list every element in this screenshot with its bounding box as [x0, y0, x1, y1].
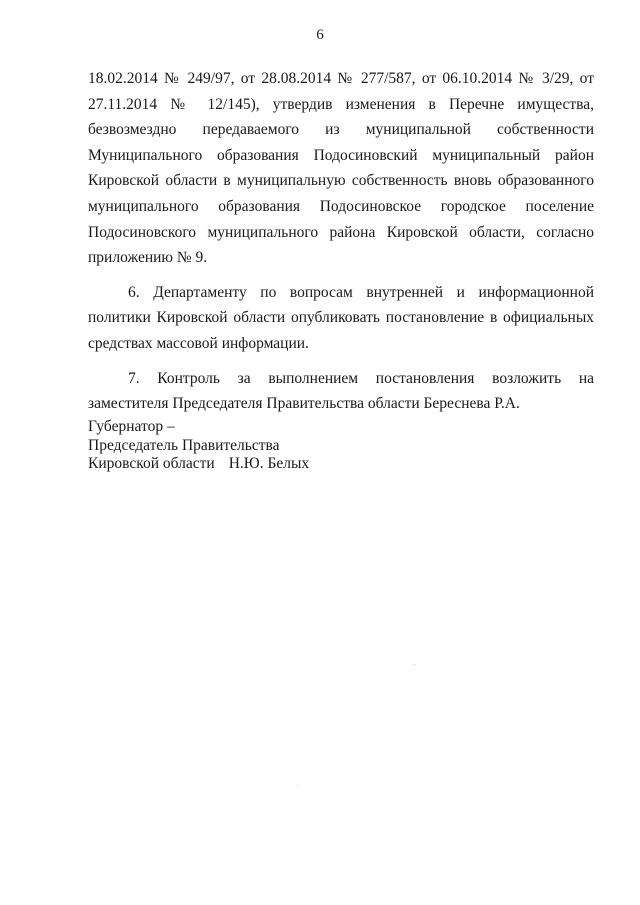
signature-title-line-3	[88, 455, 508, 474]
paragraph-continuation: 18.02.2014 № 249/97, от 28.08.2014 № 277/587, от 06.10.2014 № 3/29, от 27.11.2014 № 12/145), утвердив изменения в Перечне имущества, безвозмездно передаваемого из муниципальной собственности Муниципального образования Подосиновский муниципальный район Кировской области в муниципальную собственность вновь образованного муниципального образования Подосиновское городское поселение Подосиновского муниципального района Кировской области, согласно приложению № 9.	[88, 70, 594, 267]
page-number: 6	[316, 27, 324, 43]
scan-speck	[414, 664, 415, 665]
signatory-name: Н.Ю. Белых	[228, 455, 310, 472]
document-body	[88, 66, 594, 426]
scan-speck	[297, 785, 298, 786]
signature-title-line-2: Председатель Правительства	[88, 436, 280, 454]
paragraph-item-6: 6. Департаменту по вопросам внутренней и информационной политики Кировской области опубликовать постановление в официальных средствах массовой информации.	[88, 283, 594, 352]
signature-block	[88, 418, 508, 474]
signature-title-line-1: Губернатор –	[88, 418, 175, 435]
paragraph-item-7: 7. Контроль за выполнением постановления возложить на заместителя Председателя Правительства области Береснева Р.А.	[88, 369, 594, 413]
signature-region: Кировской области	[88, 455, 215, 472]
